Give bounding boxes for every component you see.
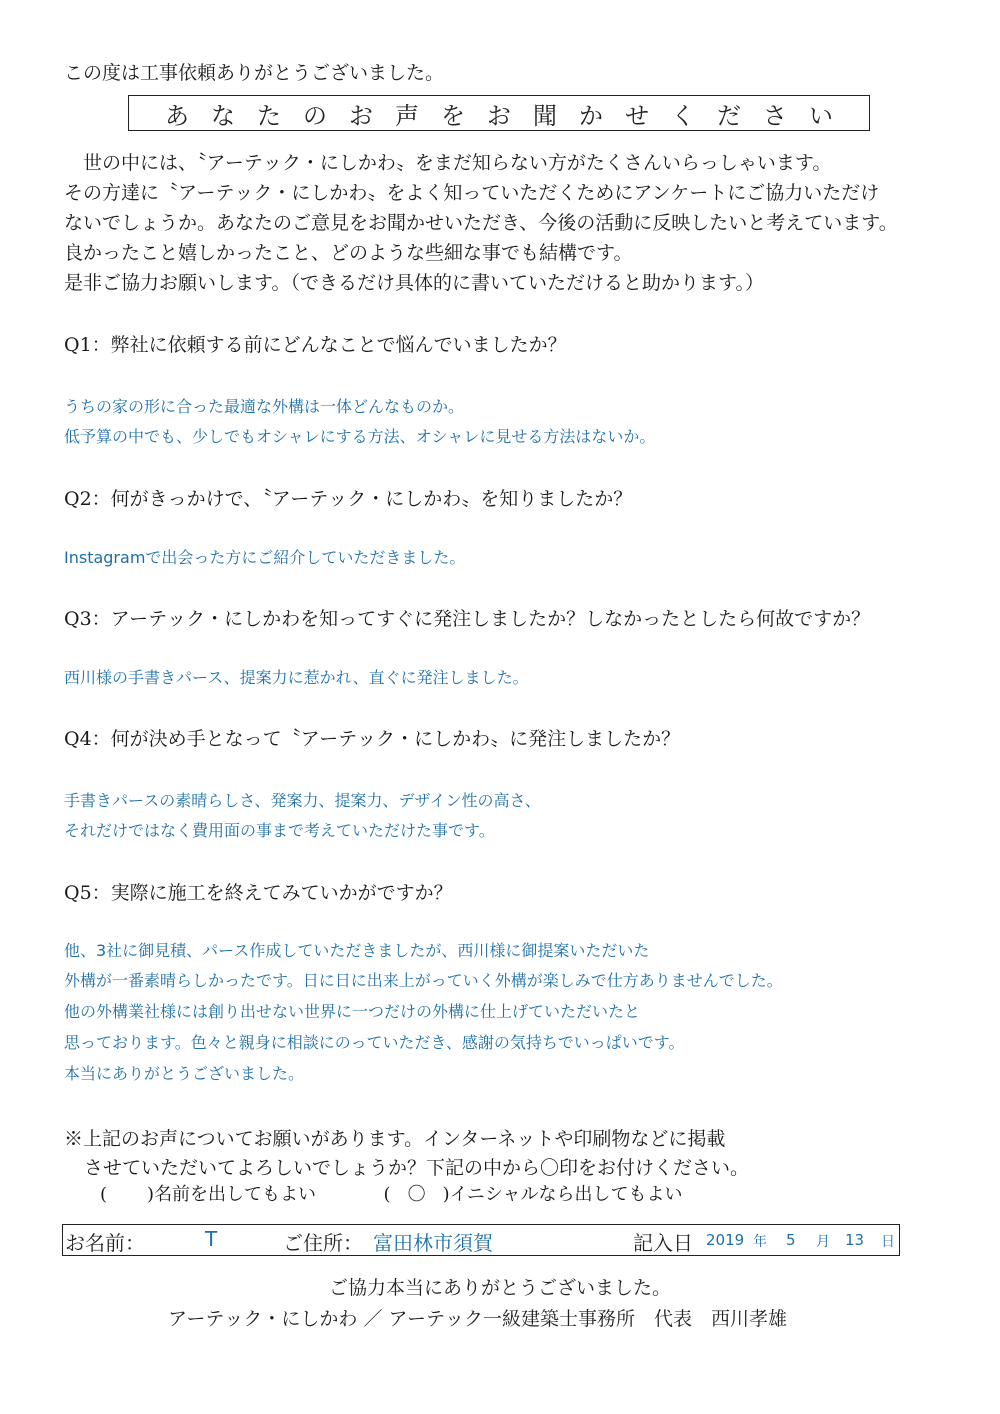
answer-1-line-1: うちの家の形に合った最適な外構は一体どんなものか。: [64, 397, 465, 416]
question-4: Q4：何が決め手となって〝アーテック・にしかわ〟に発注しましたか？: [64, 728, 681, 750]
answer-4-line-1: 手書きパースの素晴らしさ、発案力、提案力、デザイン性の高さ、: [64, 791, 541, 810]
date-label: 記入日: [633, 1231, 693, 1255]
title-box: [128, 95, 870, 131]
answer-3-line-1: 西川様の手書きパース、提案力に惹かれ、直ぐに発注しました。: [64, 668, 529, 687]
name-value: T: [205, 1227, 218, 1251]
date-year: 2019: [706, 1231, 745, 1249]
option-full-name-label: 名前を出してもよい: [154, 1184, 317, 1205]
page-title: あなたのお声をお聞かせください: [165, 101, 855, 130]
intro-line-1: 世の中には、〝アーテック・にしかわ〟をまだ知らない方がたくさんいらっしゃいます。: [64, 152, 832, 174]
option-full-name[interactable]: ( )名前を出してもよい: [100, 1184, 317, 1205]
name-label: お名前：: [65, 1231, 145, 1255]
intro-line-2: その方達に〝アーテック・にしかわ〟をよく知っていただくためにアンケートにご協力いただけ: [64, 182, 880, 204]
date-month: 5: [786, 1231, 796, 1249]
answer-2-line-1: Instagramで出会った方にご紹介していただきました。: [64, 548, 466, 567]
answer-5-line-3: 他の外構業社様には創り出せない世界に一つだけの外構に仕上げていただいたと: [64, 1002, 641, 1021]
answer-5-line-5: 本当にありがとうございました。: [64, 1064, 305, 1083]
answer-5-line-1: 他、3社に御見積、パース作成していただきましたが、西川様に御提案いただいた: [64, 941, 650, 960]
permission-line-2: させていただいてよろしいでしょうか？下記の中から〇印をお付けください。: [84, 1157, 750, 1179]
intro-thanks: この度は工事依頼ありがとうございました。: [64, 62, 445, 84]
permission-line-1: ※上記のお声についてお願いがあります。インターネットや印刷物などに掲載: [64, 1128, 726, 1150]
date-month-unit: 月: [816, 1234, 830, 1250]
intro-line-4: 良かったこと嬉しかったこと、どのような些細な事でも結構です。: [64, 242, 633, 264]
respondent-info-bar: [62, 1224, 900, 1256]
answer-1-line-2: 低予算の中でも、少しでもオシャレにする方法、オシャレに見せる方法はないか。: [64, 427, 656, 446]
question-5: Q5：実際に施工を終えてみていかがですか？: [64, 882, 453, 904]
answer-4-line-2: それだけではなく費用面の事まで考えていただけた事です。: [64, 821, 495, 840]
option-initials-mark: 〇: [407, 1184, 426, 1205]
option-initials-label: イニシャルなら出してもよい: [449, 1184, 683, 1205]
footer-thanks: ご協力本当にありがとうございました。: [328, 1277, 671, 1299]
question-1: Q1：弊社に依頼する前にどんなことで悩んでいましたか？: [64, 334, 567, 356]
intro-line-5: 是非ご協力お願いします。（できるだけ具体的に書いていただけると助かります。）: [64, 272, 764, 294]
option-initials[interactable]: ( 〇 )イニシャルなら出してもよい: [384, 1184, 683, 1205]
answer-5-line-2: 外構が一番素晴らしかったです。日に日に出来上がっていく外構が楽しみで仕方ありませんでした。: [64, 971, 783, 990]
date-day-unit: 日: [881, 1234, 895, 1250]
date-day: 13: [845, 1231, 865, 1249]
address-value: 富田林市須賀: [373, 1231, 493, 1255]
question-2: Q2：何がきっかけで、〝アーテック・にしかわ〟を知りましたか？: [64, 488, 633, 510]
address-label: ご住所：: [283, 1231, 363, 1255]
question-3: Q3：アーテック・にしかわを知ってすぐに発注しましたか？しなかったとしたら何故ですか？: [64, 608, 871, 630]
footer-company: アーテック・にしかわ ／ アーテック一級建築士事務所 代表 西川孝雄: [168, 1308, 787, 1330]
date-year-unit: 年: [753, 1234, 767, 1250]
intro-line-3: ないでしょうか。あなたのご意見をお聞かせいただき、今後の活動に反映したいと考えています。: [64, 212, 898, 234]
answer-5-line-4: 思っております。色々と親身に相談にのっていただき、感謝の気持ちでいっぱいです。: [64, 1033, 685, 1052]
permission-options: [100, 1180, 683, 1206]
